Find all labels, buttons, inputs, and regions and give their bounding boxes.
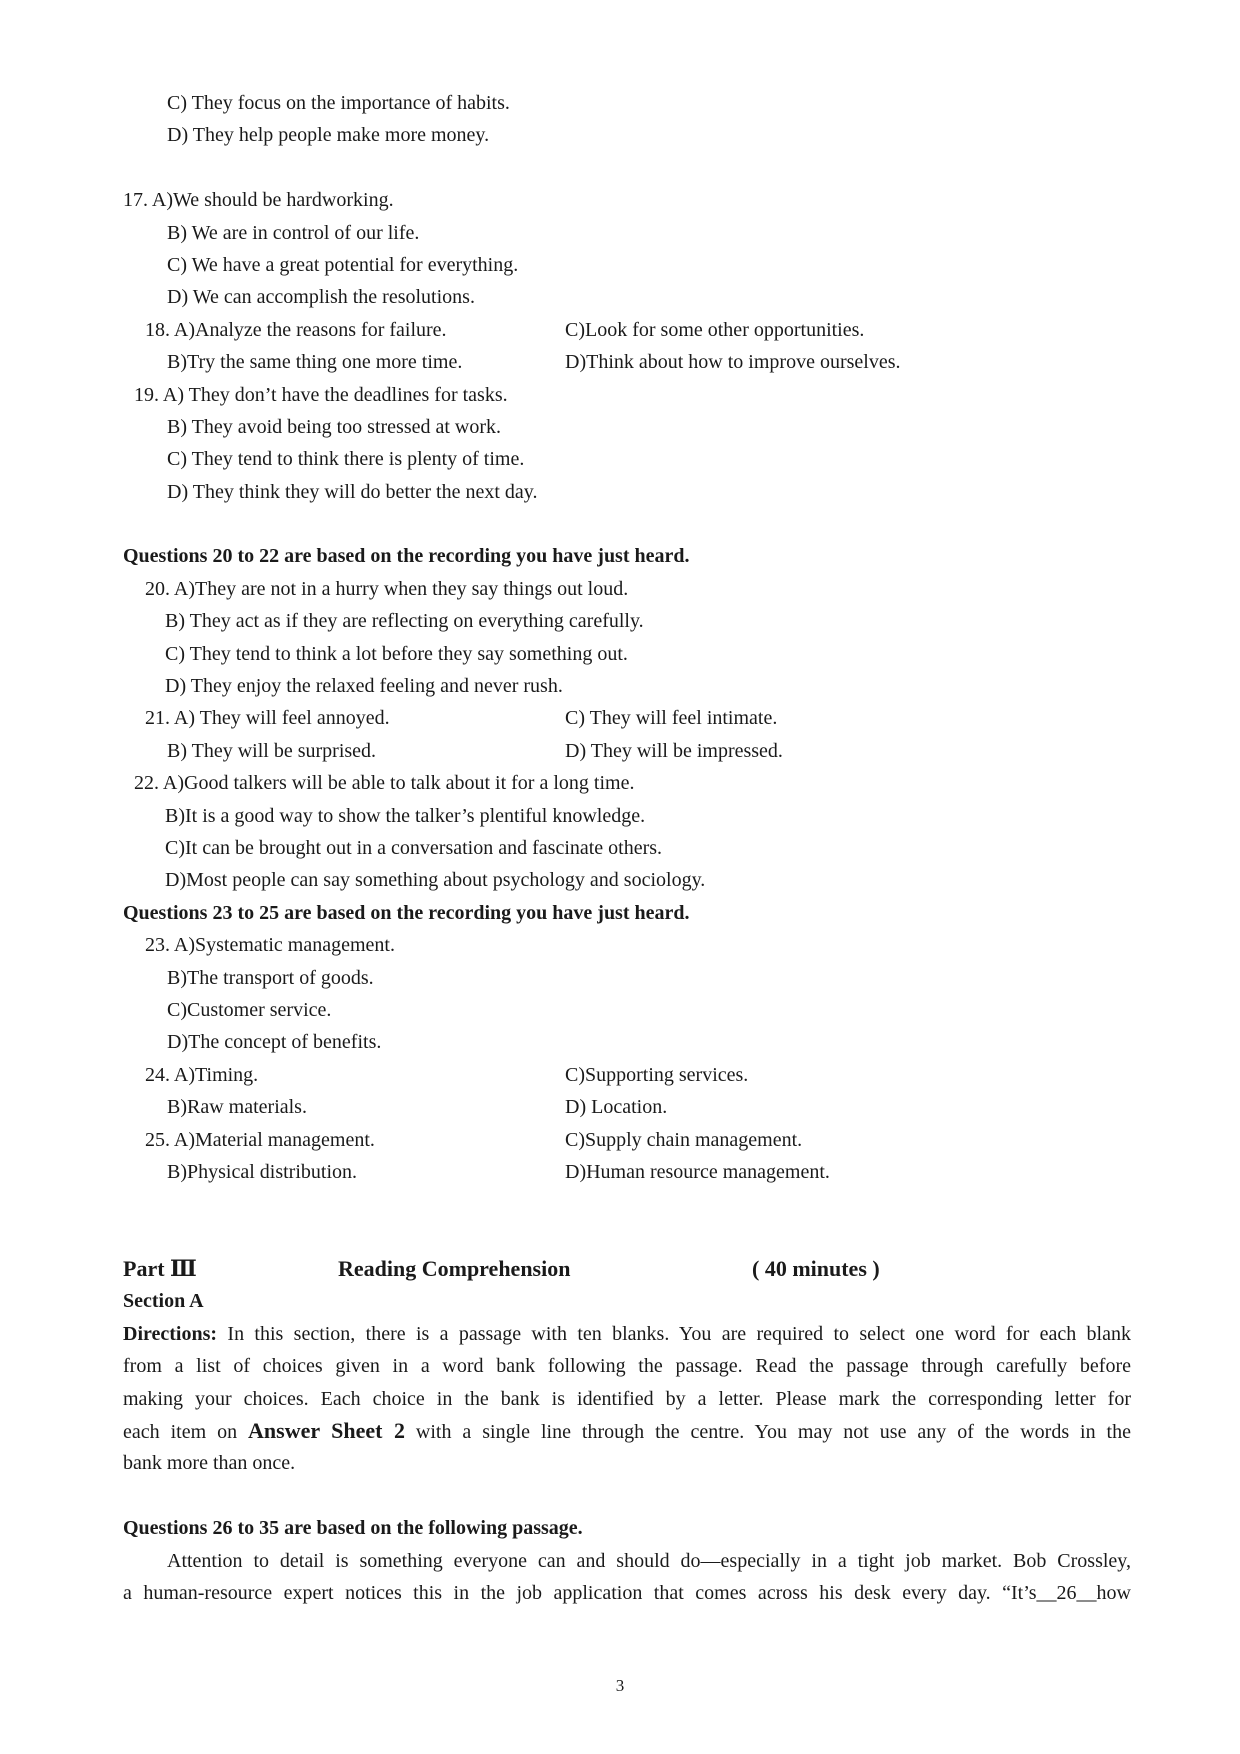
q21-option-c: C) They will feel intimate.: [565, 707, 778, 730]
part-number: Part Ⅲ: [123, 1256, 197, 1282]
directions-label: Directions:: [123, 1322, 218, 1345]
directions-line-4: [123, 1415, 1131, 1447]
q23-option-b: B)The transport of goods.: [167, 966, 374, 989]
q21-option-a: 21. A) They will feel annoyed.: [145, 707, 390, 730]
q23-option-d: D)The concept of benefits.: [167, 1031, 382, 1054]
q20-option-a: 20. A)They are not in a hurry when they say things out loud.: [145, 577, 629, 600]
exam-page: [123, 87, 1131, 1609]
q21-row-2: [123, 735, 1131, 767]
q19-option-d: D) They think they will do better the next day.: [167, 480, 538, 503]
directions-text: with a single line through the centre. You may not use any of the words in the: [404, 1421, 1131, 1444]
passage-line-1: Attention to detail is something everyone can and should do—especially in a tight job market. Bob Crossley,: [167, 1549, 1131, 1572]
q19-option-b: B) They avoid being too stressed at work.: [167, 415, 502, 438]
directions-text: each item on: [123, 1421, 249, 1444]
q25-option-a: 25. A)Material management.: [145, 1128, 375, 1151]
q24-option-d: D) Location.: [565, 1096, 668, 1119]
directions-line-5: bank more than once.: [123, 1452, 296, 1475]
q25-option-c: C)Supply chain management.: [565, 1128, 803, 1151]
q22-option-d: D)Most people can say something about psychology and sociology.: [165, 869, 706, 892]
q21-row-1: [123, 702, 1131, 734]
q19-option-a: 19. A) They don’t have the deadlines for tasks.: [134, 383, 508, 406]
page-number: 3: [615, 1676, 625, 1695]
q19-option-c: C) They tend to think there is plenty of time.: [167, 448, 525, 471]
q24-option-a: 24. A)Timing.: [145, 1063, 259, 1086]
q24-row-1: [123, 1059, 1131, 1091]
q25-row-2: [123, 1156, 1131, 1188]
q24-row-2: [123, 1091, 1131, 1123]
passage-line-2: a human-resource expert notices this in the job application that comes across his desk every day. “It’s__26__how: [123, 1581, 1131, 1604]
q18-row-2: [123, 346, 1131, 378]
q18-option-c: C)Look for some other opportunities.: [565, 318, 865, 341]
q21-option-d: D) They will be impressed.: [565, 739, 783, 762]
q21-option-b: B) They will be surprised.: [167, 739, 377, 762]
directions-line-1: [123, 1318, 1131, 1350]
part-heading: [123, 1253, 1131, 1285]
q20-option-c: C) They tend to think a lot before they say something out.: [165, 642, 628, 665]
q18-option-d: D)Think about how to improve ourselves.: [565, 351, 901, 374]
q17-option-c: C) We have a great potential for everything.: [167, 253, 519, 276]
q18-option-b: B)Try the same thing one more time.: [167, 351, 463, 374]
q17-option-a: 17. A)We should be hardworking.: [123, 189, 394, 212]
q23-option-a: 23. A)Systematic management.: [145, 934, 395, 957]
q20-option-d: D) They enjoy the relaxed feeling and never rush.: [165, 675, 563, 698]
instruction-23-25: Questions 23 to 25 are based on the recording you have just heard.: [123, 901, 690, 924]
directions-line-3: making your choices. Each choice in the bank is identified by a letter. Please mark the corresponding letter for: [123, 1387, 1131, 1410]
q23-option-c: C)Customer service.: [167, 998, 332, 1021]
q24-option-b: B)Raw materials.: [167, 1096, 307, 1119]
part-time: ( 40 minutes ): [752, 1256, 880, 1282]
q18-row-1: [123, 314, 1131, 346]
directions-line-2: from a list of choices given in a word bank following the passage. Read the passage through carefully before: [123, 1355, 1131, 1378]
passage-heading: Questions 26 to 35 are based on the following passage.: [123, 1517, 583, 1540]
answer-sheet-ref: Answer Sheet 2: [248, 1418, 405, 1444]
q17-option-d: D) We can accomplish the resolutions.: [167, 286, 475, 309]
section-heading: Section A: [123, 1290, 204, 1313]
instruction-20-22: Questions 20 to 22 are based on the recording you have just heard.: [123, 545, 690, 568]
q24-option-c: C)Supporting services.: [565, 1063, 749, 1086]
directions-text: In this section, there is a passage with ten blanks. You are required to select one word for each blank: [217, 1322, 1131, 1345]
q18-option-a: 18. A)Analyze the reasons for failure.: [145, 318, 447, 341]
part-title: Reading Comprehension: [338, 1256, 571, 1282]
q17-option-b: B) We are in control of our life.: [167, 221, 420, 244]
q25-option-d: D)Human resource management.: [565, 1160, 830, 1183]
q25-option-b: B)Physical distribution.: [167, 1160, 357, 1183]
q25-row-1: [123, 1124, 1131, 1156]
q20-option-b: B) They act as if they are reflecting on everything carefully.: [165, 610, 644, 633]
q22-option-c: C)It can be brought out in a conversation and fascinate others.: [165, 836, 663, 859]
q16-option-d: D) They help people make more money.: [167, 124, 490, 147]
q16-option-c: C) They focus on the importance of habits.: [167, 92, 510, 114]
q22-option-b: B)It is a good way to show the talker’s plentiful knowledge.: [165, 804, 646, 827]
q22-option-a: 22. A)Good talkers will be able to talk about it for a long time.: [134, 772, 635, 795]
